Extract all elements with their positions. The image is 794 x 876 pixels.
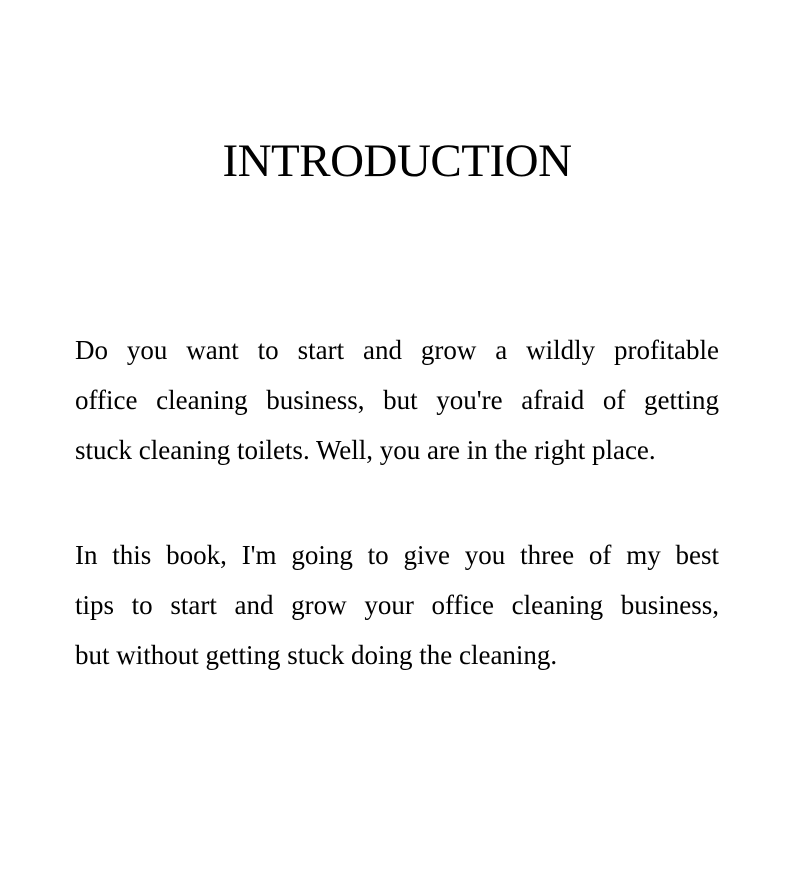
paragraph-line: In this book, I'm going to give you three of my best <box>75 540 719 570</box>
intro-paragraph-1 <box>75 325 719 475</box>
paragraph-line: office cleaning business, but you're afraid of getting <box>75 385 719 415</box>
intro-paragraph-2 <box>75 530 719 680</box>
page-title: INTRODUCTION <box>222 135 572 187</box>
paragraph-line: but without getting stuck doing the cleaning. <box>75 640 558 670</box>
paragraph-line: tips to start and grow your office cleaning business, <box>75 590 719 620</box>
paragraph-line: stuck cleaning toilets. Well, you are in the right place. <box>75 435 656 465</box>
paragraph-line: Do you want to start and grow a wildly profitable <box>75 335 719 365</box>
